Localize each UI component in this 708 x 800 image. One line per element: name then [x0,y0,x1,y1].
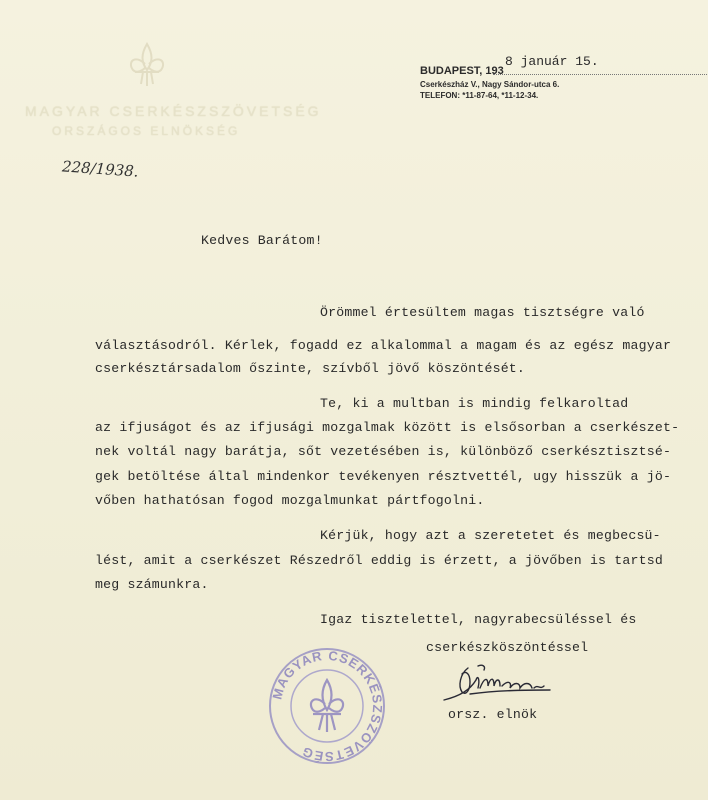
date-dotted-line [493,74,708,75]
body-line: cserkésztársadalom őszinte, szívből jövő köszöntését. [95,361,526,376]
body-line: az ifjuságot és az ifjusági mozgalmak között is elsősorban a cserkészet- [95,420,680,435]
body-line: választásodról. Kérlek, fogadd ez alkalommal a magam és az egész magyar [95,338,672,353]
stamp-text: MAGYAR CSERKÉSZSZÖVETSÉG [269,647,386,765]
letterhead-city: BUDAPEST, 193 [420,65,504,77]
closing-line: cserkészköszöntéssel [426,640,589,655]
letterhead-telephone: TELEFON: *11-87-64, *11-12-34. [420,91,539,100]
body-line: meg számunkra. [95,577,209,592]
fleur-de-lis-emblem-icon [125,40,169,88]
body-line: gek betöltése által mindenkor tevékenyen résztvettél, ugy hisszük a jö- [95,469,672,484]
signer-title: orsz. elnök [448,707,538,722]
body-line: lést, amit a cserkészet Részedről eddig is érzett, a jövőben is tartsd [95,553,663,568]
body-line: Kérjük, hogy azt a szeretetet és megbecsü- [320,528,661,543]
body-line: vőben hathatósan fogod mozgalmunkat pártfogolni. [95,493,485,508]
body-line: Te, ki a multban is mindig felkaroltad [320,396,629,411]
embossed-organization-name: MAGYAR CSERKÉSZSZÖVETSÉG [25,103,322,119]
salutation: Kedves Barátom! [201,233,323,248]
rubber-stamp-seal [267,646,387,766]
body-line: Örömmel értesültem magas tisztségre való [320,305,645,320]
handwritten-signature [440,660,560,710]
body-line: nek voltál nagy barátja, sőt vezetésében is, különböző cserkésztisztsé- [95,444,672,459]
embossed-department-name: ORSZÁGOS ELNÖKSÉG [52,124,241,138]
stamp-fleur-de-lis-icon [311,680,343,732]
typed-date: 8 január 15. [505,54,599,69]
letterhead-address: Cserkészház V., Nagy Sándor-utca 6. [420,80,560,89]
reference-number: 228/1938. [61,157,140,181]
closing-line: Igaz tisztelettel, nagyrabecsüléssel és [320,612,637,627]
